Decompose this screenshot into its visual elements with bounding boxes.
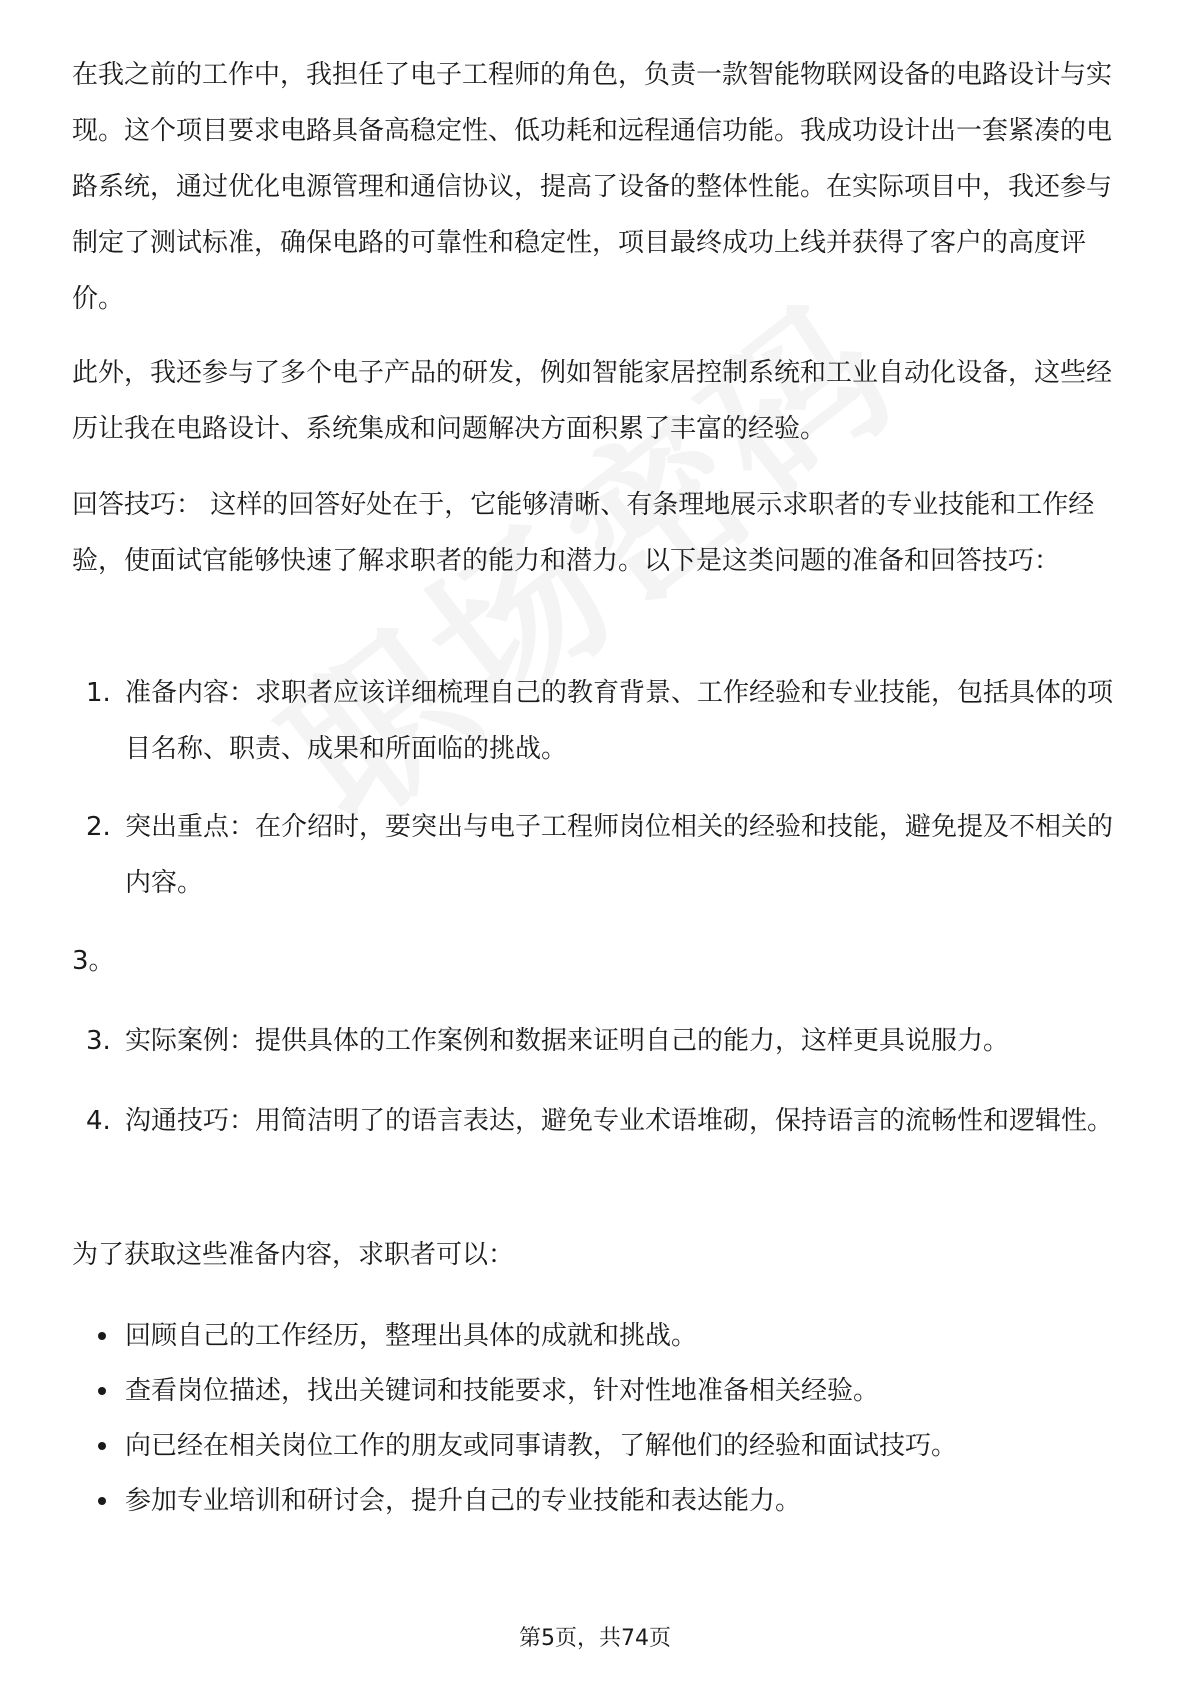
paragraph-additional: 此外，我还参与了多个电子产品的研发，例如智能家居控制系统和工业自动化设备，这些经历让我在电路设计、系统集成和问题解决方面积累了丰富的经验。	[72, 358, 1113, 444]
list-item	[72, 799, 1122, 911]
list-item	[72, 665, 1122, 777]
bullet-dot-icon	[98, 1387, 106, 1395]
bullet-item	[72, 1363, 1122, 1419]
bullet-text: 向已经在相关岗位工作的朋友或同事请教，了解他们的经验和面试技巧。	[125, 1431, 958, 1461]
list-item-number: 4.	[86, 1106, 111, 1136]
stray-text: 3。	[72, 946, 115, 976]
list-item-text: 实际案例：提供具体的工作案例和数据来证明自己的能力，这样更具说服力。	[125, 1026, 1010, 1056]
bullet-text: 参加专业培训和研讨会，提升自己的专业技能和表达能力。	[125, 1486, 802, 1516]
list-item-text: 准备内容：求职者应该详细梳理自己的教育背景、工作经验和专业技能，包括具体的项目名称、职责、成果和所面临的挑战。	[125, 678, 1114, 764]
bullet-text: 查看岗位描述，找出关键词和技能要求，针对性地准备相关经验。	[125, 1376, 880, 1406]
list-item-number: 2.	[86, 812, 111, 842]
bullet-item	[72, 1473, 1122, 1529]
list-item-number: 3.	[86, 1026, 111, 1056]
paragraph-experience: 在我之前的工作中，我担任了电子工程师的角色，负责一款智能物联网设备的电路设计与实现。这个项目要求电路具备高稳定性、低功耗和远程通信功能。我成功设计出一套紧凑的电路系统，通过优化电源管理和通信协议，提高了设备的整体性能。在实际项目中，我还参与制定了测试标准，确保电路的可靠性和稳定性，项目最终成功上线并获得了客户的高度评价。	[72, 60, 1113, 314]
bullet-item	[72, 1308, 1122, 1364]
paragraph-answer-tips: 回答技巧： 这样的回答好处在于，它能够清晰、有条理地展示求职者的专业技能和工作经验，使面试官能够快速了解求职者的能力和潜力。以下是这类问题的准备和回答技巧：	[72, 490, 1095, 576]
list-item	[72, 1013, 1122, 1069]
list-item-number: 1.	[86, 678, 111, 708]
bullet-dot-icon	[98, 1442, 106, 1450]
page-number-footer: 第5页，共74页	[519, 1626, 671, 1651]
bullet-text: 回顾自己的工作经历，整理出具体的成就和挑战。	[125, 1321, 698, 1351]
bullet-dot-icon	[98, 1497, 106, 1505]
paragraph-preparation: 为了获取这些准备内容，求职者可以：	[72, 1240, 515, 1270]
bullet-dot-icon	[98, 1332, 106, 1340]
list-item	[72, 1093, 1122, 1149]
bullet-item	[72, 1418, 1122, 1474]
list-item-text: 沟通技巧：用简洁明了的语言表达，避免专业术语堆砌，保持语言的流畅性和逻辑性。	[125, 1106, 1114, 1136]
list-item-text: 突出重点：在介绍时，要突出与电子工程师岗位相关的经验和技能，避免提及不相关的内容。	[125, 812, 1114, 898]
